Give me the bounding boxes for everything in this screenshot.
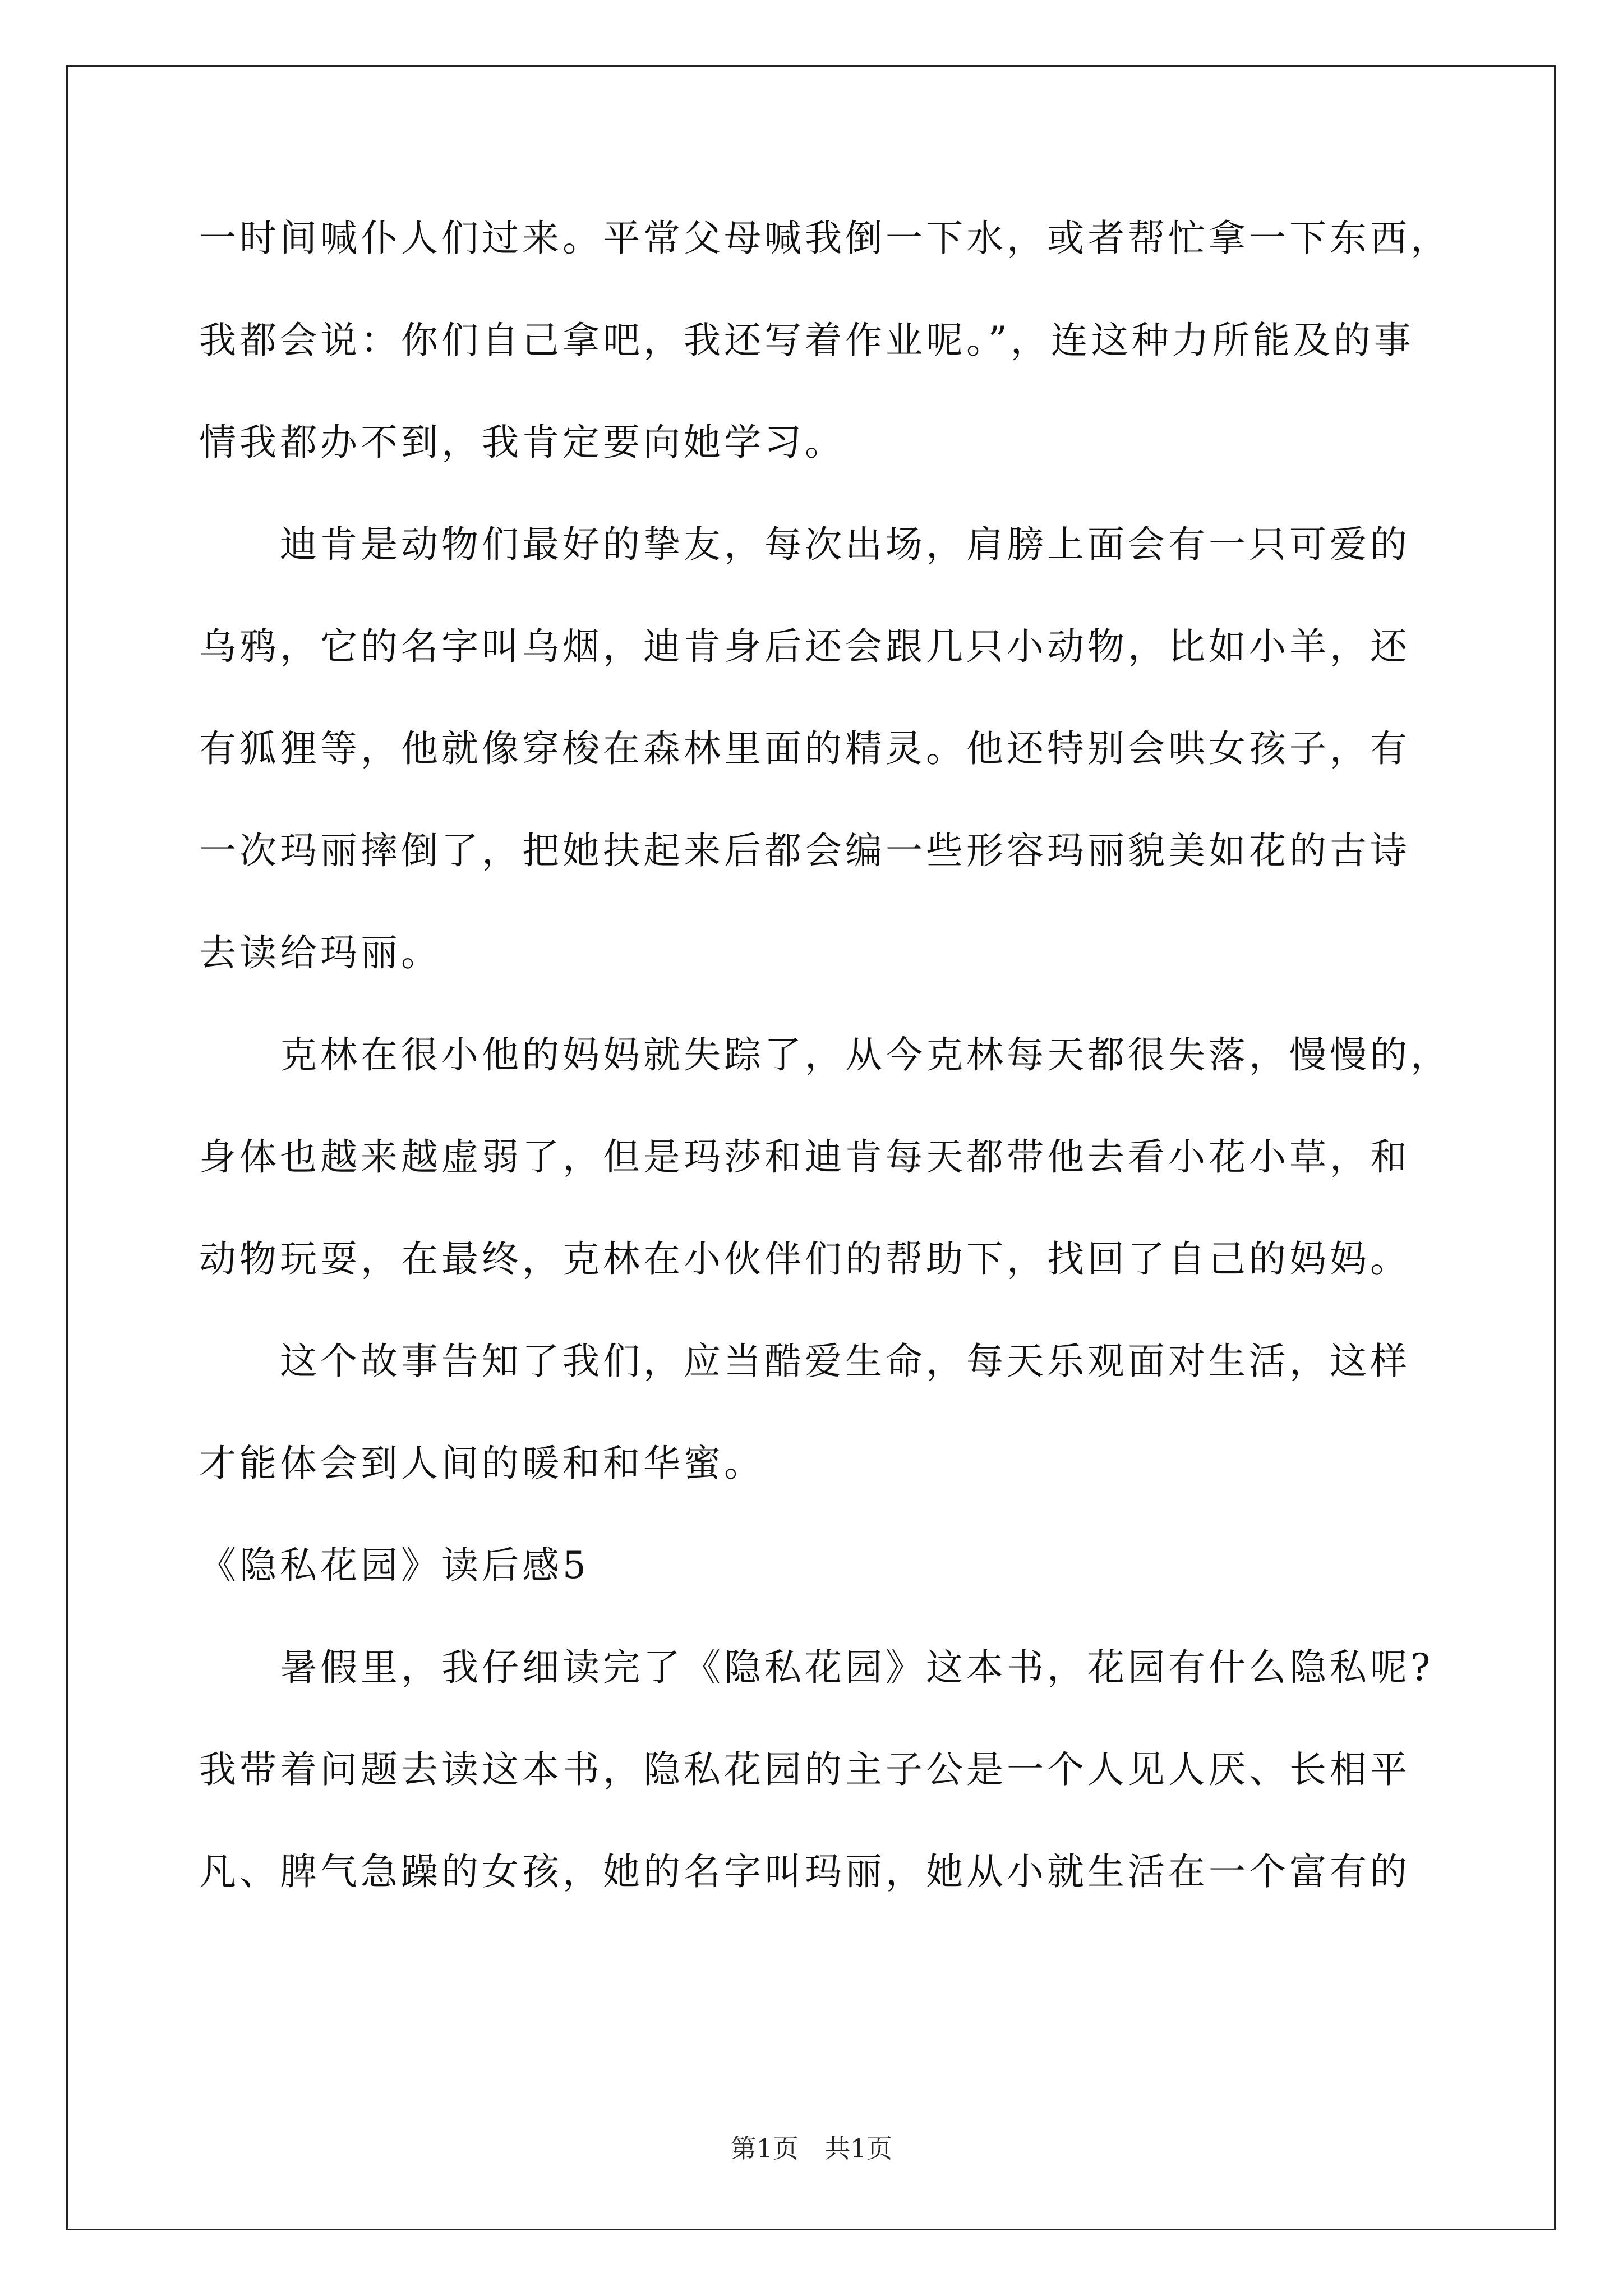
text-line: 这个故事告知了我们，应当酷爱生命，每天乐观面对生活，这样 (199, 1340, 1410, 1383)
text-line: 动物玩耍，在最终，克林在小伙伴们的帮助下，找回了自己的妈妈。 (199, 1237, 1410, 1281)
text-line: 我都会说：你们自己拿吧，我还写着作业呢。”，连这种力所能及的事 (199, 319, 1414, 362)
text-line: 暑假里，我仔细读完了《隐私花园》这本书，花园有什么隐私呢? (199, 1646, 1434, 1689)
section-heading: 《隐私花园》读后感5 (199, 1544, 589, 1587)
page-number-footer: 第1页 共1页 (730, 2133, 893, 2164)
text-line: 克林在很小他的妈妈就失踪了，从今克林每天都很失落，慢慢的， (199, 1033, 1451, 1076)
text-line: 一时间喊仆人们过来。平常父母喊我倒一下水，或者帮忙拿一下东西， (199, 217, 1451, 260)
text-line: 才能体会到人间的暖和和华蜜。 (199, 1442, 764, 1485)
text-line: 有狐狸等，他就像穿梭在森林里面的精灵。他还特别会哄女孩子，有 (199, 727, 1410, 770)
text-line: 乌鸦，它的名字叫乌烟，迪肯身后还会跟几只小动物，比如小羊，还 (199, 625, 1410, 668)
text-line: 一次玛丽摔倒了，把她扶起来后都会编一些形容玛丽貌美如花的古诗 (199, 829, 1410, 872)
text-line: 身体也越来越虚弱了，但是玛莎和迪肯每天都带他去看小花小草，和 (199, 1135, 1410, 1179)
text-line: 迪肯是动物们最好的挚友，每次出场，肩膀上面会有一只可爱的 (199, 523, 1410, 566)
text-line: 凡、脾气急躁的女孩，她的名字叫玛丽，她从小就生活在一个富有的 (199, 1850, 1410, 1893)
text-line: 我带着问题去读这本书，隐私花园的主子公是一个人见人厌、长相平 (199, 1748, 1410, 1791)
text-line: 情我都办不到，我肯定要向她学习。 (199, 421, 845, 464)
text-line: 去读给玛丽。 (199, 931, 441, 974)
